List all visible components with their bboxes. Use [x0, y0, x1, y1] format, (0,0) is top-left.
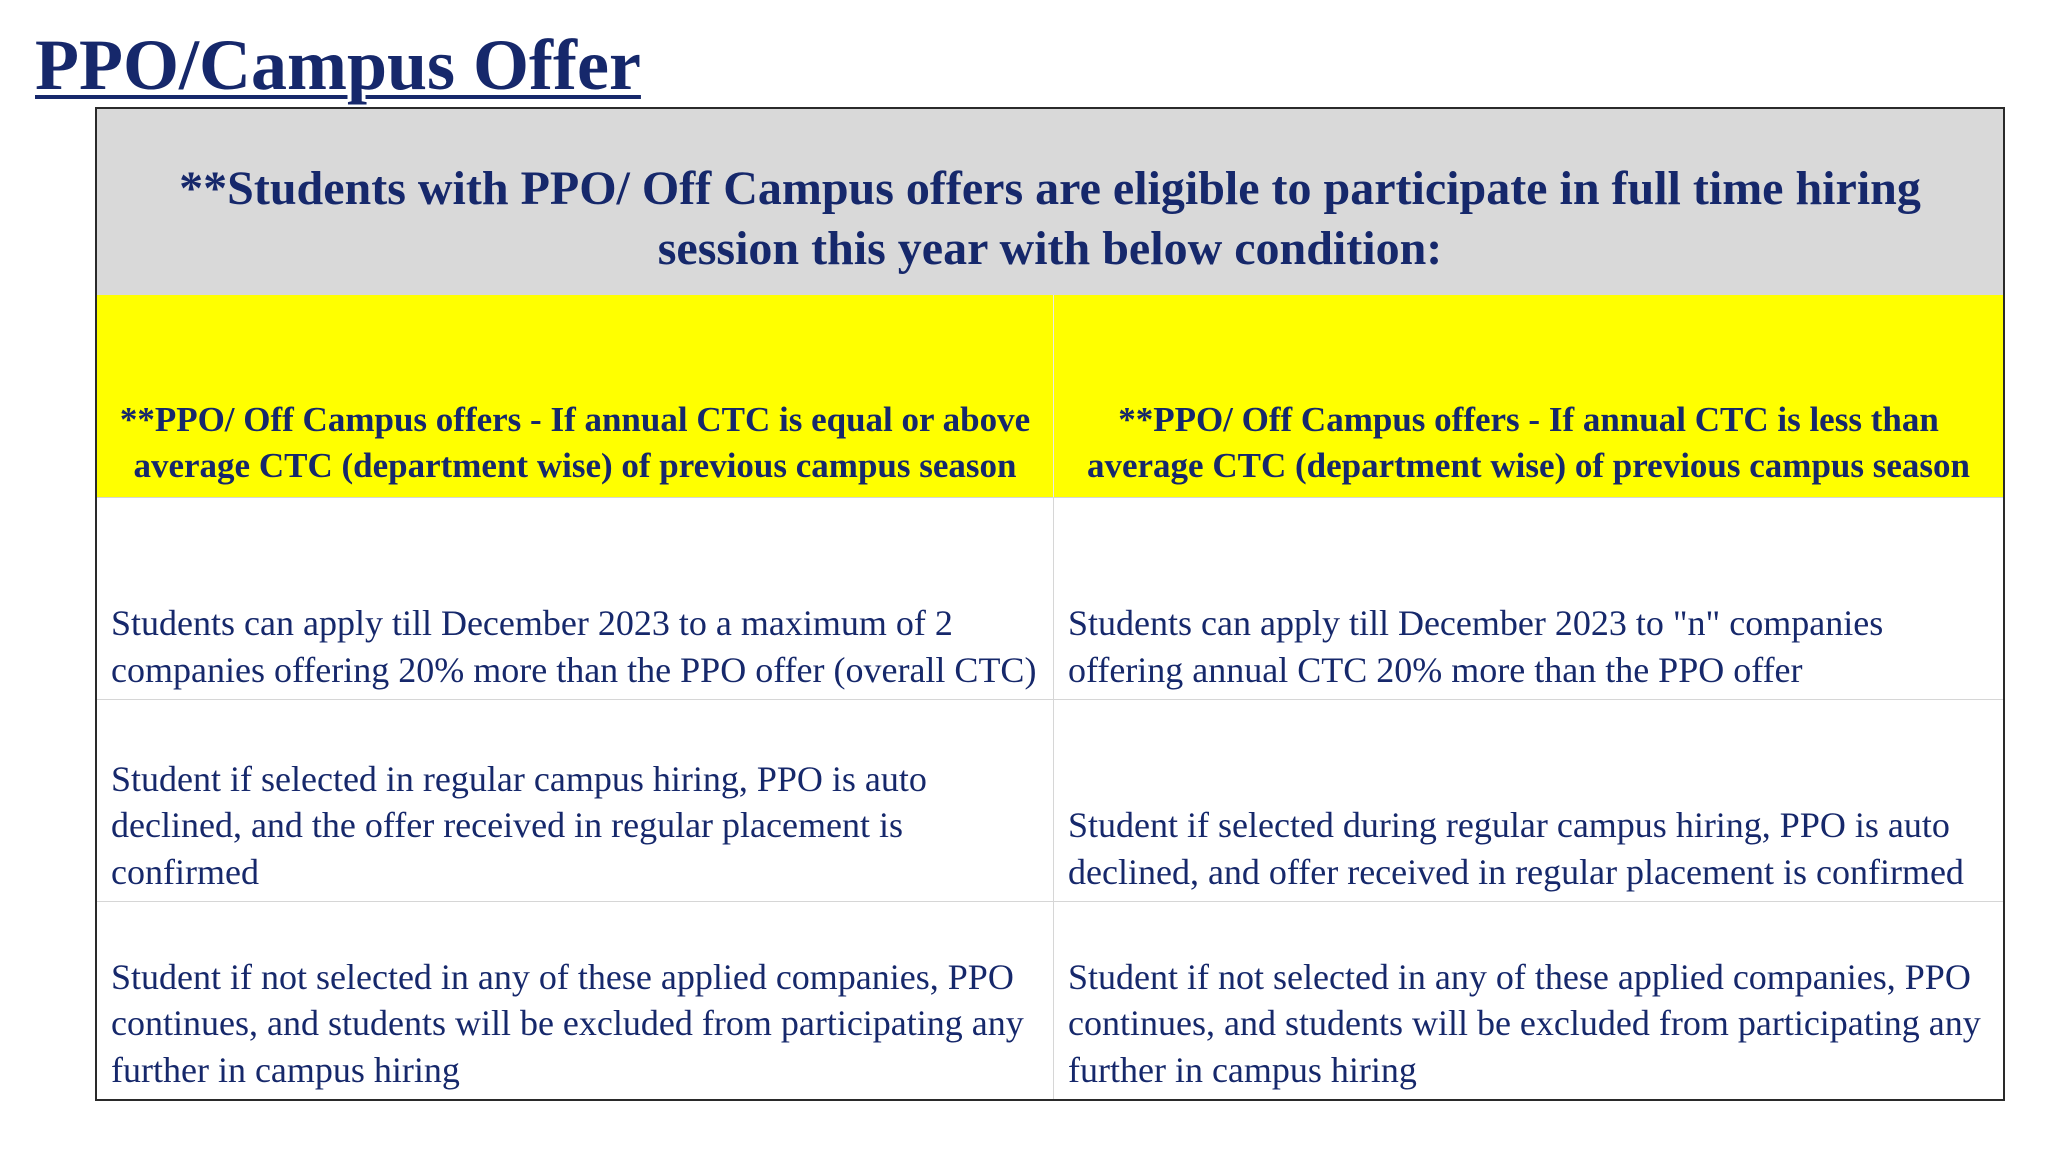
- cell-text: Students can apply till December 2023 to a maximum of 2 companies offering 20% more than the PPO offer (overall CTC): [111, 603, 1037, 690]
- cell-text: Student if selected in regular campus hiring, PPO is auto declined, and the offer received in regular placement is confirmed: [111, 758, 927, 892]
- cell-text: Students can apply till December 2023 to "n" companies offering annual CTC 20% more than the PPO offer: [1068, 603, 1884, 690]
- cell-text: Student if selected during regular campus hiring, PPO is auto declined, and offer received in regular placement is confirmed: [1068, 805, 1964, 892]
- cell-text: Student if not selected in any of these applied companies, PPO continues, and students will be excluded from participating any further in campus hiring: [1068, 956, 1981, 1090]
- table-cell-below-average-not-selected: [1053, 901, 2003, 1099]
- cell-text: Student if not selected in any of these applied companies, PPO continues, and students will be excluded from participating any further in campus hiring: [111, 956, 1024, 1090]
- eligibility-banner: **Students with PPO/ Off Campus offers are eligible to participate in full time hiring session this year with below condition:: [97, 109, 2003, 295]
- table-cell-above-average-apply: [97, 497, 1053, 699]
- policy-table: [95, 107, 2005, 1101]
- table-cell-below-average-apply: [1053, 497, 2003, 699]
- table-cell-above-average-not-selected: [97, 901, 1053, 1099]
- page-title: PPO/Campus Offer: [35, 25, 641, 105]
- column-header-below-average: **PPO/ Off Campus offers - If annual CTC is less than average CTC (department wise) of previous campus season: [1053, 295, 2003, 497]
- table-cell-above-average-selected: [97, 699, 1053, 901]
- column-header-above-average: **PPO/ Off Campus offers - If annual CTC is equal or above average CTC (department wise) of previous campus season: [97, 295, 1053, 497]
- table-cell-below-average-selected: [1053, 699, 2003, 901]
